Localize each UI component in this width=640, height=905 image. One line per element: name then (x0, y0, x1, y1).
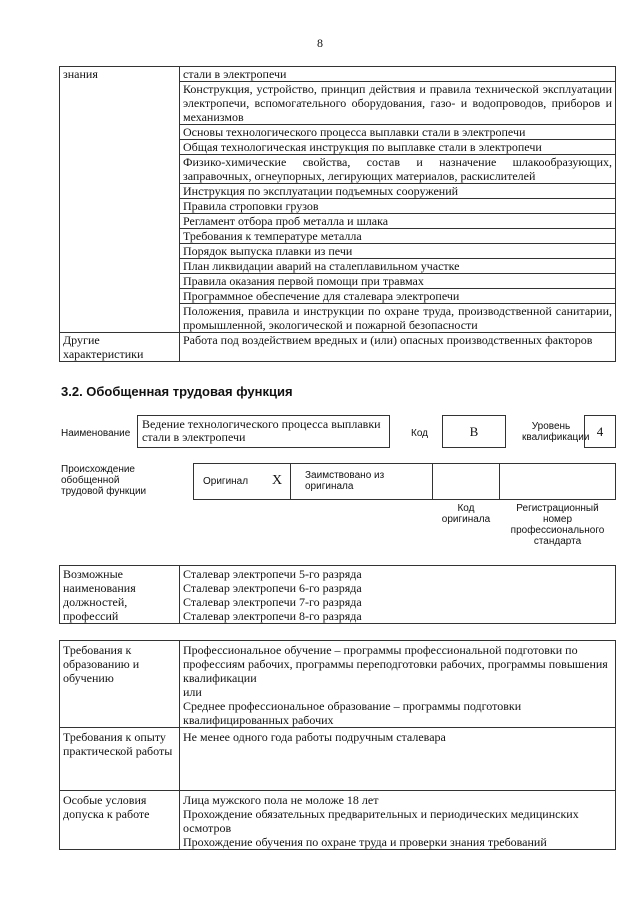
condition-line: Лица мужского пола не моложе 18 лет (183, 793, 379, 807)
knowledge-item: Положения, правила и инструкции по охране труда, производственной санитарии, промышленной, экологической и пожарной безопасности (180, 304, 616, 333)
knowledge-item: Инструкция по эксплуатации подъемных сооружений (180, 184, 616, 199)
knowledge-item: Требования к температуре металла (180, 229, 616, 244)
knowledge-item: Физико-химические свойства, состав и назначение шлакообразующих, заправочных, огнеупорных, легирующих материалов, раскислителей (180, 155, 616, 184)
knowledge-item: Порядок выпуска плавки из печи (180, 244, 616, 259)
function-name-box: Ведение технологического процесса выплавки стали в электропечи (137, 415, 390, 448)
knowledge-item: стали в электропечи (180, 67, 616, 82)
knowledge-item: План ликвидации аварий на сталеплавильном участке (180, 259, 616, 274)
original-mark: X (272, 473, 283, 488)
page-number: 8 (317, 36, 323, 50)
knowledge-item: Общая технологическая инструкция по выплавке стали в электропечи (180, 140, 616, 155)
borrowed-box (290, 463, 433, 500)
knowledge-item: Программное обеспечение для сталевара электропечи (180, 289, 616, 304)
reg-number-box (499, 463, 616, 500)
experience-label: Требования к опыту практической работы (60, 728, 180, 791)
table-row (60, 728, 616, 791)
education-line: Профессиональное обучение – программы профессиональной подготовки по профессиям рабочих, программы переподготовки рабочих, программы повышения квалификации (183, 643, 608, 685)
code-label: Код (411, 428, 429, 439)
name-label: Наименование (61, 428, 131, 439)
position-item: Сталевар электропечи 8-го разряда (183, 609, 362, 623)
condition-line: Прохождение обязательных предварительных и периодических медицинских осмотров (183, 807, 579, 835)
positions-table (59, 565, 616, 624)
table-row (60, 791, 616, 850)
table-row (60, 566, 616, 624)
section-heading: 3.2. Обобщенная трудовая функция (61, 384, 293, 399)
positions-label: Возможные наименования должностей, профессий (60, 566, 180, 624)
table-row (60, 67, 616, 82)
other-characteristics-label: Другие характеристики (60, 333, 180, 362)
education-value (180, 641, 616, 728)
table-row (60, 333, 616, 362)
original-box (193, 463, 291, 500)
knowledge-label: знания (60, 67, 180, 333)
knowledge-table (59, 66, 616, 362)
position-item: Сталевар электропечи 7-го разряда (183, 595, 362, 609)
conditions-value (180, 791, 616, 850)
positions-list (180, 566, 616, 624)
education-line: или (183, 685, 202, 699)
origin-label: Происхождение обобщенной трудовой функции (61, 464, 147, 497)
knowledge-item: Правила строповки грузов (180, 199, 616, 214)
level-value-box: 4 (584, 415, 616, 448)
table-row (60, 641, 616, 728)
other-characteristics-value: Работа под воздействием вредных и (или) опасных производственных факторов (180, 333, 616, 362)
education-line: Среднее профессиональное образование – программы подготовки квалифицированных рабочих (183, 699, 522, 727)
position-item: Сталевар электропечи 6-го разряда (183, 581, 362, 595)
education-label: Требования к образованию и обучению (60, 641, 180, 728)
origin-code-box (432, 463, 500, 500)
borrowed-label: Заимствовано из оригинала (305, 470, 385, 492)
reg-number-caption: Регистрационный номер профессионального стандарта (510, 503, 605, 547)
level-label: Уровень квалификации (522, 421, 590, 443)
knowledge-item: Регламент отбора проб металла и шлака (180, 214, 616, 229)
knowledge-item: Основы технологического процесса выплавки стали в электропечи (180, 125, 616, 140)
original-label: Оригинал (203, 476, 249, 487)
requirements-table (59, 640, 616, 850)
experience-value: Не менее одного года работы подручным сталевара (180, 728, 616, 791)
condition-line: Прохождение обучения по охране труда и проверки знания требований (183, 835, 547, 849)
origin-code-caption: Код оригинала (441, 503, 491, 525)
conditions-label: Особые условия допуска к работе (60, 791, 180, 850)
code-value-box: B (442, 415, 506, 448)
position-item: Сталевар электропечи 5-го разряда (183, 567, 362, 581)
knowledge-item: Правила оказания первой помощи при травмах (180, 274, 616, 289)
knowledge-item: Конструкция, устройство, принцип действия и правила технической эксплуатации электропечи, вспомогательного оборудования, газо- и водопроводов, приборов и механизмов (180, 82, 616, 125)
